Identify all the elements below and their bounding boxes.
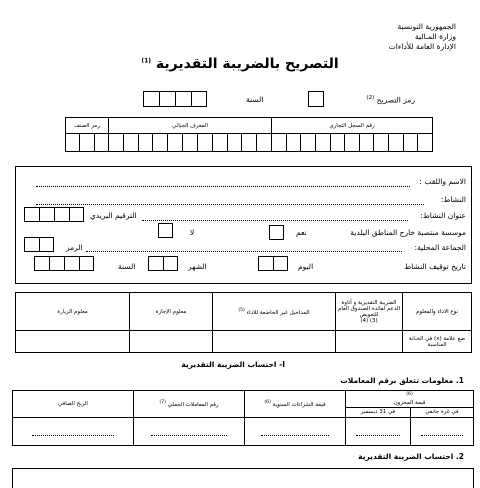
year-digit-box[interactable] (49, 256, 64, 271)
fiscal-cells[interactable] (109, 134, 272, 152)
year-digit-box[interactable] (191, 91, 207, 107)
section-1-num: I (282, 360, 285, 369)
col-stock-dec: في 31 ديسمبر (346, 407, 411, 417)
decl-code-label: رمز التصريح (376, 95, 415, 105)
month-digit-box[interactable] (163, 256, 178, 271)
decl-code-box[interactable] (308, 91, 324, 107)
mark-cell-income[interactable] (213, 331, 336, 353)
month-label: الشهر (188, 262, 207, 271)
postal-digit-box[interactable] (24, 207, 39, 222)
stock-dec-cell[interactable] (346, 417, 411, 445)
sub-2-title: احتساب الضريبة التقديرية (358, 452, 454, 461)
postal-boxes[interactable] (24, 207, 84, 222)
no-label: لا (190, 228, 195, 237)
name-label: الاسم واللقب : (419, 177, 466, 186)
stop-date-label: تاريخ توقيف النشاط (404, 262, 466, 271)
tax-type-table (15, 292, 472, 353)
col-register: رقم السجل التجاري (272, 118, 433, 134)
month-boxes[interactable] (148, 256, 178, 271)
decl-code-label-wrap (366, 95, 415, 105)
year-digit-box[interactable] (64, 256, 79, 271)
register-cells[interactable] (272, 134, 433, 152)
day-boxes[interactable] (258, 256, 288, 271)
col-tax-type: نوع الاداء والمعلوم (403, 293, 472, 331)
mark-cell-visit[interactable] (16, 331, 130, 353)
header-line-1: الجمهورية التونسية (397, 22, 456, 31)
turnover-cell[interactable] (134, 417, 245, 445)
section-1-title: احتساب الضريبة التقديرية (181, 360, 277, 369)
activity-field[interactable] (36, 204, 424, 205)
municipality-field[interactable] (86, 251, 402, 252)
year-digit-box[interactable] (79, 256, 94, 271)
code-digit-box[interactable] (39, 237, 54, 252)
year-digit-box[interactable] (143, 91, 159, 107)
ministry-header (389, 22, 456, 52)
no-checkbox[interactable] (158, 223, 173, 238)
postal-digit-box[interactable] (69, 207, 84, 222)
year-digit-box[interactable] (175, 91, 191, 107)
yes-checkbox[interactable] (269, 225, 284, 240)
tax-calc-table-top (12, 468, 474, 488)
row-mark-label: ضع علامة (x) في الخـانة المناسبة (403, 331, 472, 353)
id-table (65, 117, 433, 152)
col-purchases: قيمة الشراءات السنوية $^{(6)}$ (245, 391, 346, 418)
year-label: السنة (246, 95, 264, 104)
turnover-table (12, 390, 474, 446)
municipality-label: الجماعة المحلية: (414, 243, 466, 252)
year2-label: السنة (118, 262, 136, 271)
stop-year-boxes[interactable] (34, 256, 94, 271)
net-profit-cell[interactable] (13, 417, 134, 445)
col-lease-fee: معلوم الإجازة (130, 293, 213, 331)
address-label: عنوان النشاط: (420, 211, 466, 220)
day-digit-box[interactable] (273, 256, 288, 271)
day-label: اليوم (298, 262, 314, 271)
purchases-cell[interactable] (245, 417, 346, 445)
col-visit-fee: معلوم الزيارة (16, 293, 130, 331)
year-digit-box[interactable] (34, 256, 49, 271)
stock-jan-cell[interactable] (410, 417, 473, 445)
header-line-2: وزارة المـالية (414, 32, 456, 41)
col-nontaxable-income: المداخيل غير الخاضعة للاداء $^{(5)}$ (213, 293, 336, 331)
code-digit-box[interactable] (24, 237, 39, 252)
sub-2-heading (358, 452, 464, 461)
decl-code-ref: (2) (366, 95, 375, 101)
postal-label: الترقيم البريدي (90, 211, 137, 220)
day-digit-box[interactable] (258, 256, 273, 271)
sub-1-heading (340, 376, 464, 385)
year-boxes[interactable] (143, 91, 207, 107)
sub-2-num: 2. (455, 452, 464, 461)
yes-label: نعم (296, 228, 307, 237)
address-field[interactable] (142, 220, 408, 221)
postal-digit-box[interactable] (39, 207, 54, 222)
col-stock-jan: في غرة جانفي (410, 407, 473, 417)
col-fiscal: المعرف الجبائي (109, 118, 272, 134)
month-digit-box[interactable] (148, 256, 163, 271)
col-estimated-tax: الضريبة التقديرية و أتاوة الدعم لفائدة الصندوق العام للتعويض (3) (4) (336, 293, 403, 331)
municipality-code-boxes[interactable] (24, 237, 54, 252)
form-title (0, 56, 480, 72)
form-title-ref: (1) (141, 57, 152, 65)
form-title-text: التصريح بالضريبة التقديرية (155, 56, 339, 72)
postal-digit-box[interactable] (54, 207, 69, 222)
year-digit-box[interactable] (159, 91, 175, 107)
sub-1-title: معلومات تتعلق برقم المعاملات (340, 376, 454, 385)
col-category: رمز الصنف (66, 118, 109, 134)
category-cells[interactable] (66, 134, 109, 152)
mark-cell-tax[interactable] (336, 331, 403, 353)
sub-1-num: 1. (455, 376, 464, 385)
activity-label: النشاط: (440, 195, 466, 204)
col-stock: $^{(6)}$ قيمة المخزون (346, 391, 474, 408)
col-turnover: رقم المعاملات الجملي $^{(7)}$ (134, 391, 245, 418)
col-net-profit: الربح الصافي (13, 391, 134, 418)
code-label: الرمز (66, 243, 83, 252)
section-1-heading: I- احتساب الضريبة التقديرية (181, 360, 285, 369)
name-field[interactable] (36, 186, 410, 187)
header-line-3: الإدارة العامة للأداءات (388, 42, 456, 51)
outside-municipal-label: موسسة منتصبة خارج المناطق البلدية (350, 228, 466, 237)
mark-cell-lease[interactable] (130, 331, 213, 353)
